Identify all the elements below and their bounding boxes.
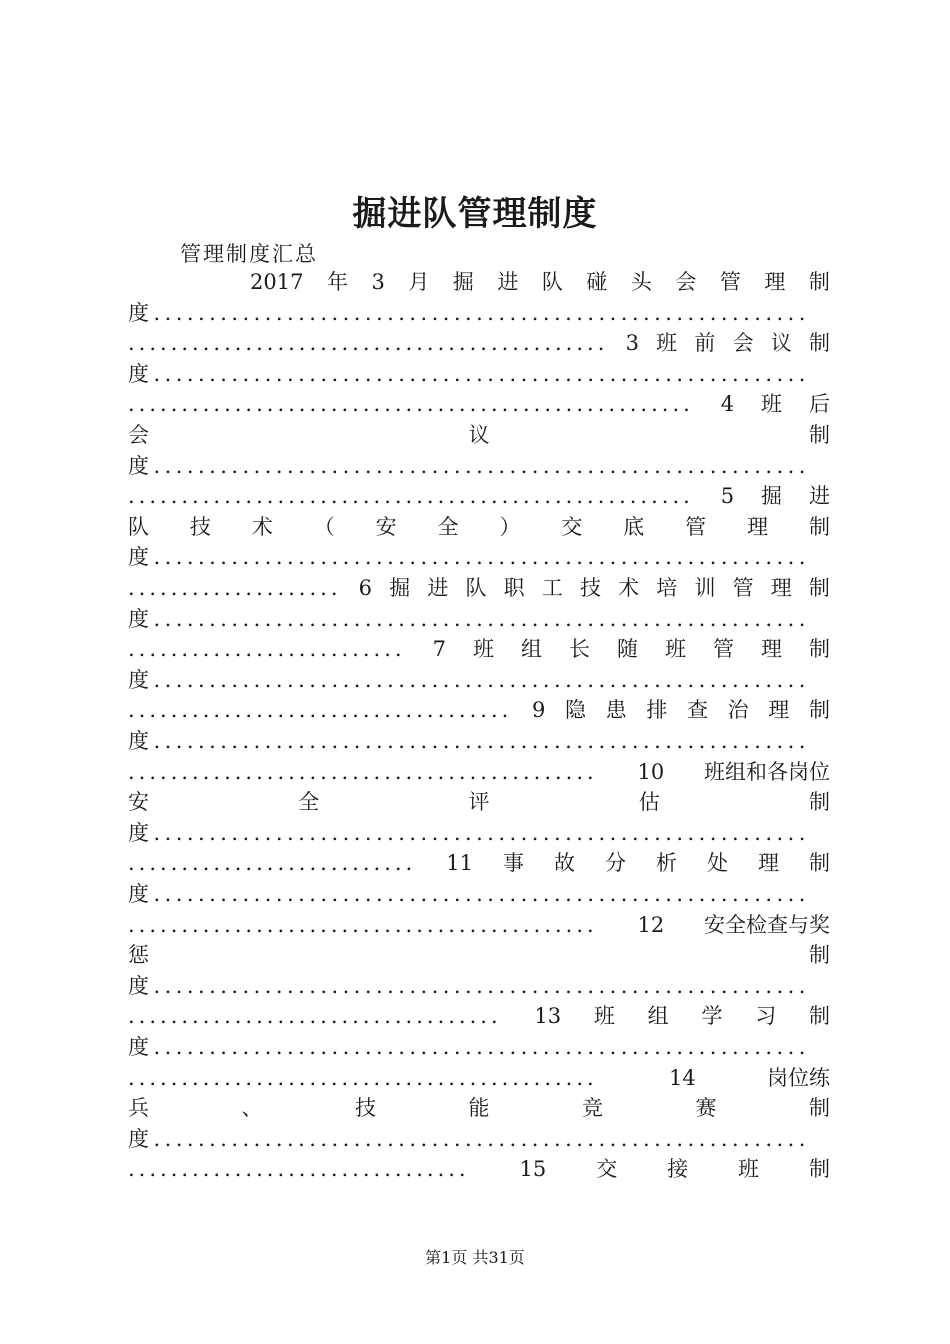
toc-text: 安全检查与奖 (703, 912, 830, 937)
toc-text: 议 (468, 423, 490, 447)
leader-dots: ..................................................... (128, 392, 694, 417)
toc-text: 队 (465, 576, 487, 600)
leader-dots: ................................... (128, 1004, 502, 1029)
toc-text: 制 (808, 1157, 830, 1182)
toc-line: 度........................................................... (128, 729, 810, 753)
toc-text: 分 (604, 851, 626, 876)
toc-text: 安 (128, 790, 149, 815)
toc-text: 年 (326, 270, 348, 294)
toc-text: 后 (808, 392, 830, 417)
leader-dots: ............................................ (128, 912, 598, 937)
toc-text: 会 (732, 331, 754, 356)
toc-line (128, 573, 830, 603)
toc-text: 班 (664, 637, 686, 662)
leader-dots: ............................................. (128, 331, 609, 356)
leader-dots: .................................... (128, 698, 513, 723)
toc-text: 交 (596, 1157, 618, 1182)
toc-text: 术 (251, 514, 273, 539)
leader-dots: ............................................ (128, 1065, 598, 1090)
toc-line: 度........................................................... (128, 820, 810, 845)
toc-text: 进 (808, 484, 830, 509)
toc-line: 度........................................................... (128, 453, 810, 478)
toc-text: 岗位练 (766, 1065, 830, 1090)
toc-text: 组 (520, 637, 542, 662)
toc-text: 故 (553, 851, 575, 876)
toc-line (128, 757, 830, 787)
toc-text: 制 (808, 1004, 830, 1029)
leader-dots: ..................................................... (128, 484, 694, 509)
toc-text: 估 (638, 790, 660, 815)
toc-text: 全 (298, 790, 320, 815)
toc-text: 患 (605, 698, 627, 723)
toc-text: 掘 (452, 270, 474, 294)
toc-line: 度........................................................... (128, 973, 810, 998)
toc-text: 班 (656, 331, 678, 356)
toc-text: 制 (809, 1096, 830, 1121)
toc-text: 月 (408, 270, 430, 294)
toc-line: 度........................................................... (128, 606, 810, 631)
toc-text: 技 (579, 576, 601, 600)
toc-text: 进 (497, 270, 519, 294)
toc-text: 制 (808, 270, 830, 294)
toc-text: 11 (446, 851, 473, 876)
toc-text: 制 (808, 637, 830, 662)
toc-text: 排 (646, 698, 668, 723)
toc-text: 碰 (586, 270, 608, 294)
toc-text: 理 (764, 270, 786, 294)
toc-text: 习 (755, 1004, 777, 1029)
toc-text: 技 (189, 514, 211, 539)
toc-text: 查 (686, 698, 708, 723)
leader-dots: ............................................ (128, 759, 598, 784)
toc-text: 接 (667, 1157, 689, 1182)
toc-text: 安 (375, 514, 397, 539)
toc-line (128, 1063, 830, 1093)
toc-text: 进 (427, 576, 449, 600)
toc-text: 理 (768, 698, 790, 723)
toc-text: 理 (760, 637, 782, 662)
toc-text: 技 (355, 1096, 376, 1121)
toc-text: 理 (747, 514, 769, 539)
toc-line (128, 695, 830, 725)
page-footer: 第1页 共31页 (425, 1248, 525, 1267)
toc-text: 管 (719, 270, 741, 294)
toc-text: 事 (502, 851, 524, 876)
document-subtitle: 管理制度汇总 (180, 242, 318, 266)
toc-line (128, 420, 830, 450)
toc-text: ） (499, 514, 521, 539)
leader-dots: .......................... (128, 637, 406, 662)
toc-text: 议 (770, 331, 792, 356)
toc-line (128, 634, 830, 664)
toc-text: 前 (694, 331, 716, 356)
toc-text: 随 (616, 637, 638, 662)
toc-text: 制 (808, 698, 830, 723)
leader-dots: ................................ (128, 1157, 470, 1182)
toc-line (128, 910, 830, 940)
toc-line: 度........................................................... (128, 882, 810, 906)
toc-line (128, 328, 830, 358)
toc-line (128, 512, 830, 542)
toc-text: 底 (623, 514, 645, 539)
toc-line: 度........................................................... (128, 667, 810, 692)
toc-text: 班 (738, 1157, 760, 1182)
toc-text: 制 (809, 423, 830, 447)
toc-text: 术 (618, 576, 640, 600)
toc-text: 职 (503, 576, 525, 600)
toc-text: 理 (770, 576, 792, 600)
toc-line (128, 1154, 830, 1184)
toc-text: 3 (371, 270, 385, 294)
toc-text: 全 (437, 514, 459, 539)
toc-text: 6 (358, 576, 373, 600)
toc-text: 制 (809, 943, 830, 968)
toc-text: 班组和各岗位 (703, 759, 830, 784)
toc-line (128, 848, 830, 878)
toc-text: 惩 (128, 943, 149, 968)
toc-text: 赛 (695, 1096, 717, 1121)
toc-text: 2017 (250, 270, 304, 294)
toc-text: 析 (655, 851, 677, 876)
toc-text: 3 (625, 331, 639, 356)
toc-text: 理 (757, 851, 779, 876)
toc-text: 长 (568, 637, 590, 662)
toc-text: 头 (630, 270, 652, 294)
toc-text: 7 (432, 637, 446, 662)
toc-text: 交 (561, 514, 583, 539)
toc-text: 会 (128, 423, 149, 447)
toc-text: 班 (593, 1004, 615, 1029)
toc-line: 度........................................................... (128, 1035, 810, 1059)
toc-text: 制 (809, 790, 830, 815)
toc-text: 队 (541, 270, 563, 294)
toc-text: 训 (694, 576, 716, 600)
toc-text: 制 (808, 514, 830, 539)
toc-line: 度........................................................... (128, 300, 810, 325)
toc-text: 管 (732, 576, 754, 600)
toc-line (128, 481, 830, 511)
toc-line: 度........................................................... (128, 361, 810, 386)
toc-text: 5 (720, 484, 735, 509)
toc-line (250, 267, 830, 297)
toc-text: 、 (241, 1096, 263, 1121)
toc-text: 14 (668, 1065, 696, 1090)
toc-line (128, 1001, 830, 1031)
toc-line: 度........................................................... (128, 545, 810, 570)
toc-text: 管 (685, 514, 707, 539)
toc-text: 队 (128, 514, 149, 539)
toc-text: 4 (720, 392, 735, 417)
toc-text: 能 (468, 1096, 490, 1121)
toc-text: 制 (808, 851, 830, 876)
toc-text: 掘 (389, 576, 411, 600)
toc-line (128, 940, 830, 970)
toc-text: 掘 (761, 484, 783, 509)
toc-text: 学 (701, 1004, 723, 1029)
toc-text: （ (313, 514, 335, 539)
toc-line (128, 1093, 830, 1123)
leader-dots: .................... (128, 576, 342, 600)
toc-text: 处 (706, 851, 728, 876)
toc-line: 度........................................................... (128, 1126, 810, 1151)
toc-text: 10 (637, 759, 665, 784)
leader-dots: ........................... (128, 851, 417, 876)
toc-text: 管 (712, 637, 734, 662)
toc-line (128, 787, 830, 817)
toc-text: 兵 (128, 1096, 149, 1121)
toc-text: 班 (761, 392, 783, 417)
toc-text: 工 (541, 576, 563, 600)
toc-text: 12 (637, 912, 665, 937)
toc-text: 组 (647, 1004, 669, 1029)
document-title: 掘进队管理制度 (352, 194, 598, 234)
toc-line (128, 389, 830, 419)
toc-text: 15 (519, 1157, 547, 1182)
toc-text: 制 (808, 576, 830, 600)
toc-text: 评 (468, 790, 490, 815)
toc-text: 会 (675, 270, 697, 294)
toc-text: 竞 (582, 1096, 603, 1121)
toc-text: 13 (534, 1004, 562, 1029)
toc-text: 隐 (565, 698, 586, 723)
toc-text: 9 (531, 698, 546, 723)
toc-text: 培 (656, 576, 678, 600)
toc-text: 治 (727, 698, 749, 723)
toc-text: 制 (808, 331, 830, 356)
toc-text: 班 (472, 637, 494, 662)
